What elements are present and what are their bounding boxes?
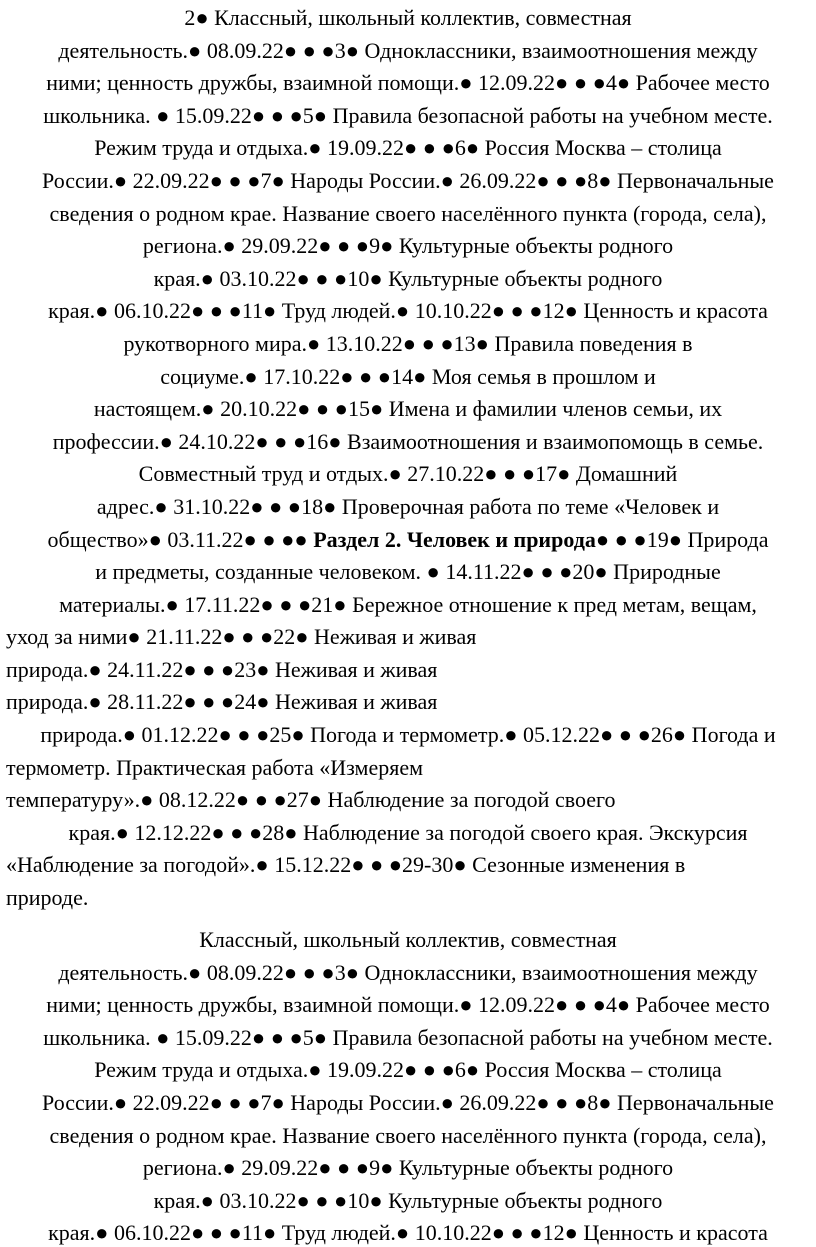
text-line: Режим труда и отдыха.● 19.09.22● ● ●6● Россия Москва – столица <box>94 135 722 161</box>
text-line: региона.● 29.09.22● ● ●9● Культурные объекты родного <box>142 1155 674 1181</box>
text-line: и предметы, созданные человеком. ● 14.11.22● ● ●20● Природные <box>95 559 721 585</box>
text-line-section-heading <box>6 524 810 557</box>
text-line: сведения о родном крае. Название своего населённого пункта (города, села), <box>49 1122 767 1148</box>
text-line: материалы.● 17.11.22● ● ●21● Бережное отношение к пред метам, вещам, <box>59 591 757 617</box>
text-line: профессии.● 24.10.22● ● ●16● Взаимоотношения и взаимопомощь в семье. <box>52 428 764 454</box>
text-line: природе. <box>6 885 89 911</box>
text-line: Классный, школьный коллектив, совместная <box>199 927 617 952</box>
text-line: уход за ними● 21.11.22● ● ●22● Неживая и живая <box>6 624 477 650</box>
text-line: края.● 06.10.22● ● ●11● Труд людей.● 10.10.22● ● ●12● Ценность и красота <box>48 1220 768 1246</box>
text-line: региона.● 29.09.22● ● ●9● Культурные объекты родного <box>142 233 674 259</box>
text-line: Совместный труд и отдых.● 27.10.22● ● ●17● Домашний <box>138 461 678 487</box>
lesson-plan-paragraph-1 <box>6 2 810 915</box>
text-line: России.● 22.09.22● ● ●7● Народы России.● 26.09.22● ● ●8● Первоначальные <box>42 1089 774 1115</box>
text-line: социуме.● 17.10.22● ● ●14● Моя семья в прошлом и <box>160 363 656 389</box>
text-line: ними; ценность дружбы, взаимной помощи.● 12.09.22● ● ●4● Рабочее место <box>46 70 770 96</box>
text-line: России.● 22.09.22● ● ●7● Народы России.● 26.09.22● ● ●8● Первоначальные <box>42 167 774 193</box>
text-line: школьника. ● 15.09.22● ● ●5● Правила безопасной работы на учебном месте. <box>43 102 773 128</box>
text-line: природа.● 24.11.22● ● ●23● Неживая и живая <box>6 656 438 682</box>
text-line: рукотворного мира.● 13.10.22● ● ●13● Правила поведения в <box>123 330 693 356</box>
text-line: 2● Классный, школьный коллектив, совместная <box>184 5 632 30</box>
lesson-plan-paragraph-2 <box>6 924 810 1247</box>
section-2-heading: Раздел 2. Человек и природа <box>313 526 596 552</box>
text-line: Режим труда и отдыха.● 19.09.22● ● ●6● Россия Москва – столица <box>94 1057 722 1083</box>
text-line: температуру».● 08.12.22● ● ●27● Наблюдение за погодой своего <box>6 787 616 813</box>
text-line: края.● 03.10.22● ● ●10● Культурные объекты родного <box>153 265 663 291</box>
text-line: «Наблюдение за погодой».● 15.12.22● ● ●29-30● Сезонные изменения в <box>6 852 686 878</box>
text-line: деятельность.● 08.09.22● ● ●3● Одноклассники, взаимоотношения между <box>58 37 758 63</box>
text-segment: ● ● ●19● Природа <box>595 526 769 552</box>
text-segment: общество»● 03.11.22● ● ●● <box>47 526 314 552</box>
text-line: края.● 03.10.22● ● ●10● Культурные объекты родного <box>153 1187 663 1213</box>
text-line: ними; ценность дружбы, взаимной помощи.● 12.09.22● ● ●4● Рабочее место <box>46 992 770 1018</box>
text-line: школьника. ● 15.09.22● ● ●5● Правила безопасной работы на учебном месте. <box>43 1024 773 1050</box>
text-line: природа.● 01.12.22● ● ●25● Погода и термометр.● 05.12.22● ● ●26● Погода и <box>40 722 776 748</box>
text-line: термометр. Практическая работа «Измеряем <box>6 754 424 780</box>
text-line: природа.● 28.11.22● ● ●24● Неживая и живая <box>6 689 438 715</box>
text-line: деятельность.● 08.09.22● ● ●3● Одноклассники, взаимоотношения между <box>58 959 758 985</box>
text-line: края.● 12.12.22● ● ●28● Наблюдение за погодой своего края. Экскурсия <box>68 819 748 845</box>
text-line: сведения о родном крае. Название своего населённого пункта (города, села), <box>49 200 767 226</box>
text-line: настоящем.● 20.10.22● ● ●15● Имена и фамилии членов семьи, их <box>93 396 723 422</box>
text-line: адрес.● 31.10.22● ● ●18● Проверочная работа по теме «Человек и <box>96 493 720 519</box>
text-line: края.● 06.10.22● ● ●11● Труд людей.● 10.10.22● ● ●12● Ценность и красота <box>48 298 768 324</box>
